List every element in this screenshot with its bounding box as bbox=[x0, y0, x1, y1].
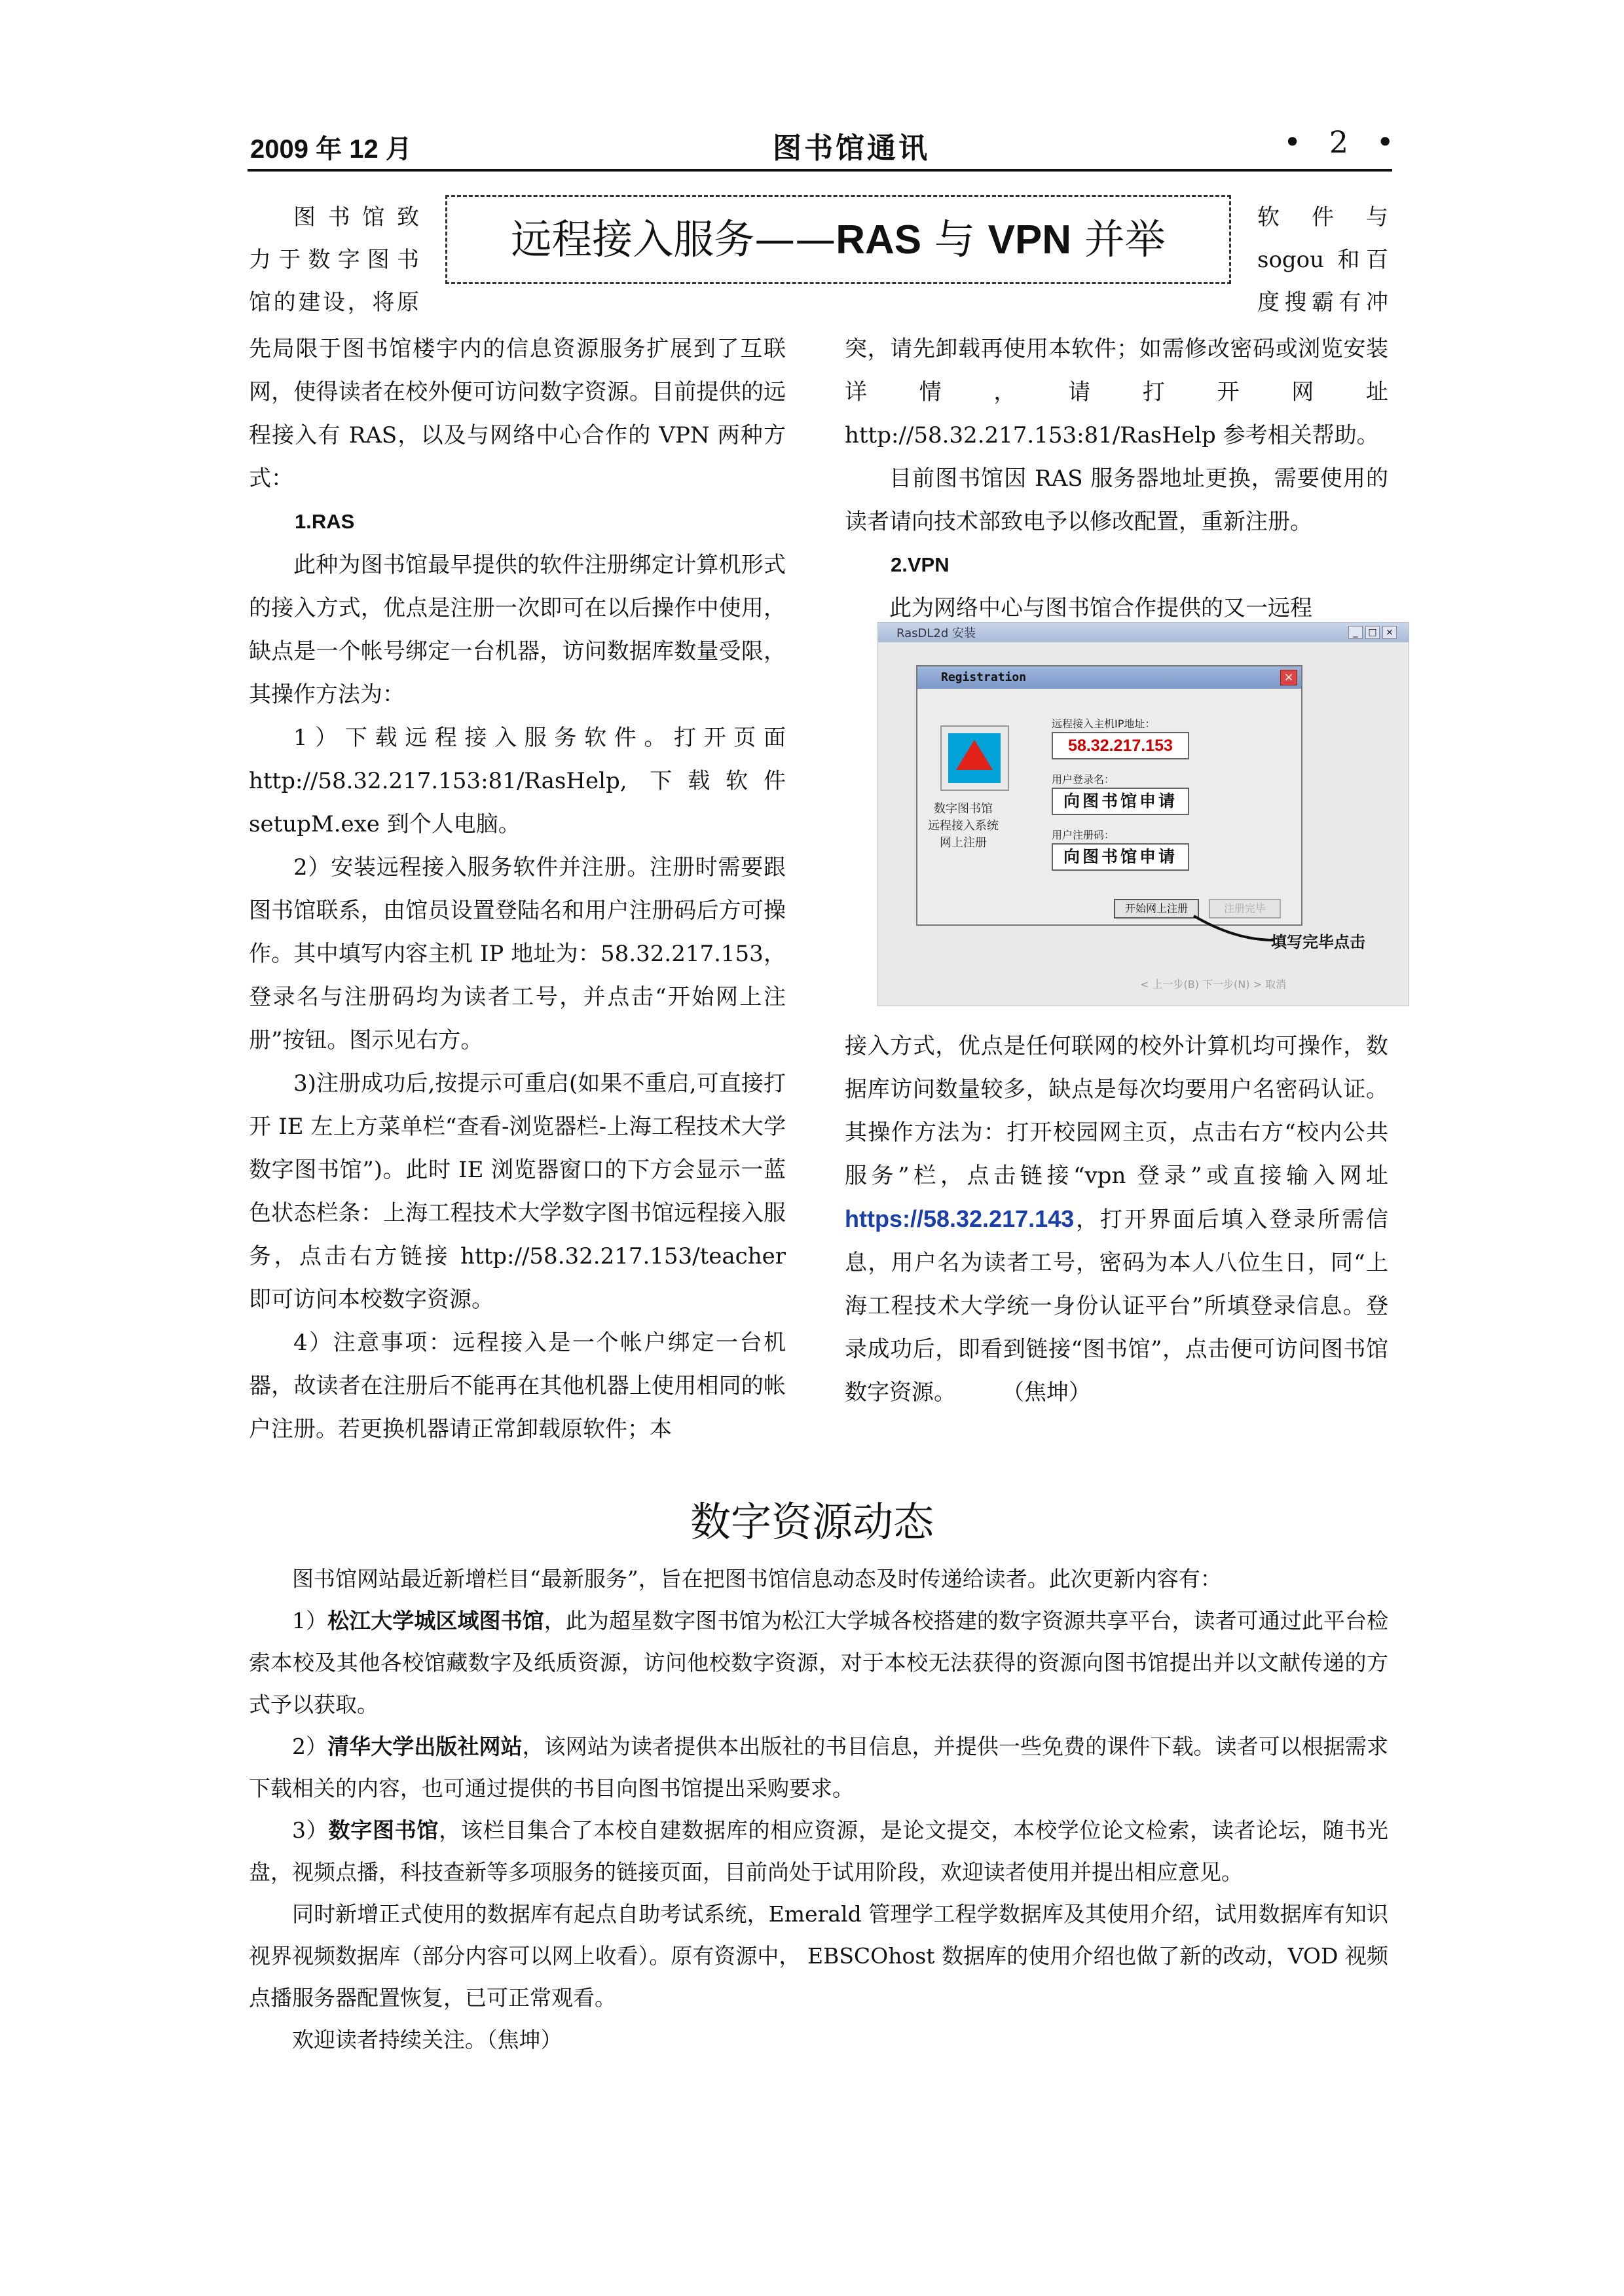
close-icon[interactable]: × bbox=[1382, 626, 1397, 639]
callout-note: 填写完毕点击 bbox=[1271, 932, 1365, 951]
regcode-input[interactable]: 向图书馆申请 bbox=[1052, 843, 1189, 871]
right-column-upper bbox=[845, 327, 1388, 630]
logo-caption-line-2: 远程接入系统 bbox=[928, 819, 999, 833]
resource-item-1 bbox=[249, 1600, 1388, 1726]
username-input[interactable]: 向图书馆申请 bbox=[1052, 788, 1189, 815]
resource-item-3 bbox=[249, 1810, 1388, 1893]
left-line-1: 图书馆致 bbox=[293, 204, 419, 230]
ras-paragraph: 此种为图书馆最早提供的软件注册绑定计算机形式的接入方式，优点是注册一次即可在以后操作中使用，缺点是一个帐号绑定一台机器，访问数据库数量受限，其操作方法为： bbox=[249, 552, 786, 708]
vpn-url-link[interactable]: https://58.32.217.143 bbox=[845, 1205, 1075, 1232]
regcode-label: 用户注册码： bbox=[1052, 829, 1115, 841]
article1-author: （焦坤） bbox=[1002, 1379, 1091, 1406]
left-line-3: 馆的建设，将原 bbox=[249, 289, 419, 316]
registration-done-button[interactable]: 注册完毕 bbox=[1209, 899, 1281, 919]
item-1-name: 松江大学城区域图书馆 bbox=[327, 1608, 544, 1633]
logo-caption bbox=[917, 801, 1009, 852]
page-number: • 2 • bbox=[1283, 124, 1403, 160]
issue-date: 2009 年 12 月 bbox=[250, 135, 412, 164]
username-label: 用户登录名： bbox=[1052, 773, 1115, 786]
item-3-number: 3） bbox=[292, 1817, 329, 1843]
intro-paragraph: 图书馆网站最近新增栏目“最新服务”，旨在把图书馆信息动态及时传递给读者。此次更新内容有： bbox=[292, 1566, 1222, 1592]
installer-nav-buttons: < 上一步(B) 下一步(N) > 取消 bbox=[1140, 978, 1287, 991]
article-title bbox=[445, 195, 1231, 284]
item-3-name: 数字图书馆 bbox=[328, 1817, 439, 1843]
ras-step-3: 3)注册成功后,按提示可重启(如果不重启,可直接打开 IE 左上方菜单栏“查看-浏览器栏-上海工程技术大学数字图书馆”)。此时 IE 浏览器窗口的下方会显示一蓝色状态栏条：上海工程技术大学数字图书馆远程接入服务，点击右方链接 http://58.32.217.153/teacher 即可访问本校数字资源。 bbox=[249, 1070, 786, 1313]
logo-caption-line-3: 网上注册 bbox=[940, 836, 987, 850]
host-ip-input[interactable]: 58.32.217.153 bbox=[1052, 732, 1189, 759]
start-registration-button[interactable]: 开始网上注册 bbox=[1114, 899, 1199, 919]
installer-titlebar bbox=[878, 623, 1409, 642]
item-2-number: 2） bbox=[292, 1734, 328, 1759]
ras-step-2: 2）安装远程接入服务软件并注册。注册时需要跟图书馆联系，由馆员设置登陆名和用户注册码后方可操作。其中填写内容主机 IP 地址为：58.32.217.153，登录名与注册码均为读者工号，并点击“开始网上注册”按钮。图示见右方。 bbox=[249, 854, 786, 1053]
item-1-number: 1） bbox=[292, 1608, 328, 1633]
ras-heading: 1.RAS bbox=[295, 510, 355, 533]
right-line-3: 度搜霸有冲 bbox=[1257, 289, 1388, 316]
right-column-lower bbox=[845, 1025, 1388, 1414]
ras-registration-screenshot bbox=[877, 622, 1409, 1006]
left-line-2: 力于数字图书 bbox=[249, 247, 419, 273]
item-2-name: 清华大学出版社网站 bbox=[327, 1734, 523, 1759]
vpn-heading: 2.VPN bbox=[891, 553, 950, 576]
registration-dialog bbox=[916, 665, 1302, 926]
dialog-titlebar bbox=[917, 666, 1301, 689]
item-1-text: ，此为超星数字图书馆为松江大学城各校搭建的数字资源共享平台，读者可通过此平台检索本校及其他各校馆藏数字及纸质资源，访问他校数字资源，对于本校无法获得的资源向图书馆提出并以文献传递的方式予以获取。 bbox=[249, 1608, 1389, 1717]
item-2-text: ，该网站为读者提供本出版社的书目信息，并提供一些免费的课件下载。读者可以根据需求下载相关的内容，也可通过提供的书目向图书馆提出采购要求。 bbox=[249, 1734, 1389, 1801]
library-logo-icon bbox=[940, 725, 1009, 791]
newsletter-title: 图书馆通讯 bbox=[773, 132, 930, 165]
vpn-intro-start: 此为网络中心与图书馆合作提供的又一远程 bbox=[889, 595, 1312, 621]
new-databases-paragraph: 同时新增正式使用的数据库有起点自助考试系统，Emerald 管理学工程学数据库及其使用介绍，试用数据库有知识视界视频数据库（部分内容可以网上收看）。原有资源中， EBSCOhost 数据库的使用介绍也做了新的改动，VOD 视频点播服务器配置恢复，已可正常观看。 bbox=[249, 1901, 1388, 2011]
title-text-cn: 远程接入服务—— bbox=[511, 215, 836, 263]
header-rule bbox=[248, 169, 1392, 172]
dialog-close-icon[interactable]: × bbox=[1280, 670, 1297, 685]
right-line-2: sogou 和百 bbox=[1257, 247, 1388, 273]
host-label: 远程接入主机IP地址： bbox=[1052, 718, 1156, 730]
resource-item-2 bbox=[249, 1726, 1388, 1810]
vpn-text-b: ，打开界面后填入登录所需信息，用户名为读者工号，密码为本人八位生日，同“上海工程技术大学统一身份认证平台”所填登录信息。登录成功后，即看到链接“图书馆”，点击便可访问图书馆数字资源。 bbox=[845, 1207, 1388, 1406]
logo-caption-line-1: 数字图书馆 bbox=[934, 802, 993, 816]
right-line-1: 软件与 bbox=[1257, 204, 1388, 230]
title-text-vpn: VPN bbox=[987, 217, 1072, 263]
intro-paragraph-rest: 先局限于图书馆楼宇内的信息资源服务扩展到了互联网，使得读者在校外便可访问数字资源。目前提供的远程接入有 RAS，以及与网络中心合作的 VPN 两种方式： bbox=[249, 336, 786, 492]
dialog-title: Registration bbox=[941, 670, 1027, 684]
closing-paragraph: 欢迎读者持续关注。（焦坤） bbox=[292, 2027, 563, 2052]
maximize-icon[interactable]: □ bbox=[1365, 626, 1380, 639]
right-paragraph-rest: 突，请先卸载再使用本软件；如需修改密码或浏览安装详情，请打开网址 http://58.32.217.153:81/RasHelp 参考相关帮助。 bbox=[845, 336, 1388, 448]
section-title: 数字资源动态 bbox=[690, 1498, 934, 1546]
ras-address-change: 目前图书馆因 RAS 服务器地址更换，需要使用的读者请向技术部致电予以修改配置，重新注册。 bbox=[845, 465, 1388, 535]
callout-line-icon bbox=[1192, 911, 1278, 950]
item-3-text: ，该栏目集合了本校自建数据库的相应资源，是论文提交，本校学位论文检索，读者论坛，随书光盘，视频点播，科技查新等多项服务的链接页面，目前尚处于试用阶段，欢迎读者使用并提出相应意见。 bbox=[249, 1817, 1389, 1885]
title-text-mid: 与 bbox=[921, 215, 988, 263]
installer-title: RasDL2d 安装 bbox=[896, 627, 976, 640]
right-wrap-lines bbox=[1257, 196, 1388, 324]
ras-step-1: 1）下载远程接入服务软件。打开页面 http://58.32.217.153:81/RasHelp, 下载软件 setupM.exe 到个人电脑。 bbox=[249, 725, 786, 837]
left-wrap-lines bbox=[249, 196, 419, 324]
ras-step-4: 4）注意事项：远程接入是一个帐户绑定一台机器，故读者在注册后不能再在其他机器上使用相同的帐户注册。若更换机器请正常卸载原软件；本 bbox=[249, 1330, 786, 1442]
vpn-text-a: 接入方式，优点是任何联网的校外计算机均可操作，数据库访问数量较多，缺点是每次均要用户名密码认证。其操作方法为：打开校园网主页，点击右方“校内公共服务”栏，点击链接“vpn 登录”或直接输入网址 bbox=[845, 1033, 1388, 1189]
minimize-icon[interactable]: _ bbox=[1348, 626, 1363, 639]
left-column bbox=[249, 327, 786, 1451]
title-text-end: 并举 bbox=[1071, 215, 1166, 263]
digital-resources-body bbox=[249, 1558, 1388, 2061]
vpn-paragraph-continued bbox=[845, 1025, 1388, 1414]
title-text-ras: RAS bbox=[836, 217, 922, 263]
